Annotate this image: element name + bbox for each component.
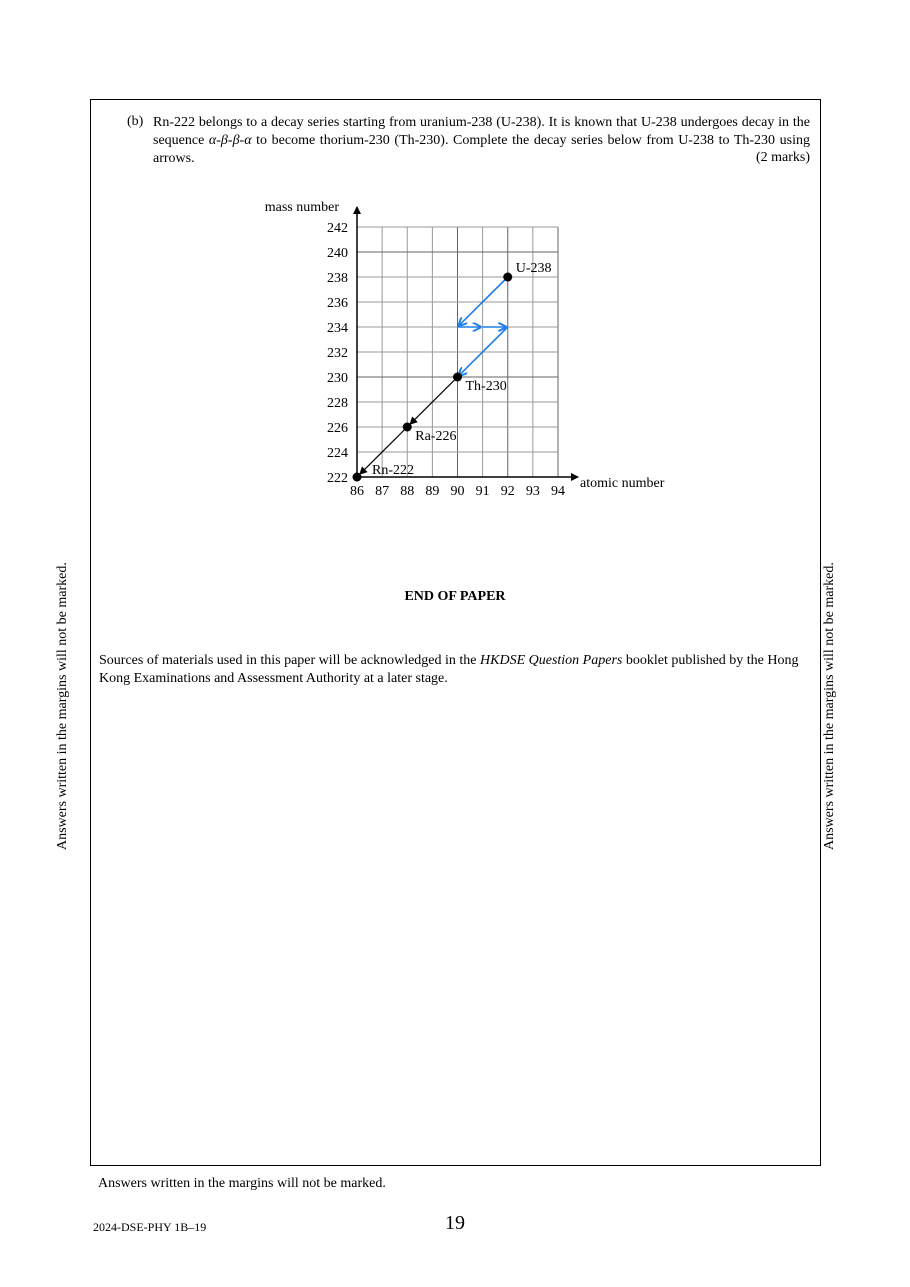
y-axis-label: mass number	[264, 200, 339, 215]
margin-note-left: Answers written in the margins will not be marked.	[55, 562, 70, 850]
sources-booklet-title: HKDSE Question Papers	[480, 653, 623, 668]
x-tick-label: 90	[450, 484, 465, 499]
margin-note-right: Answers written in the margins will not be marked.	[822, 562, 837, 850]
nuclide-label: Th-230	[465, 379, 507, 394]
decay-arrow-printed	[410, 377, 457, 424]
sources-after: booklet published by the Hong Kong Examinations and Assessment Authority at a later stage.	[99, 653, 799, 686]
question-label: (b)	[127, 114, 144, 129]
x-tick-label: 88	[400, 484, 415, 499]
nuclide-point	[453, 373, 462, 382]
decay-series-chart	[250, 195, 690, 505]
end-of-paper: END OF PAPER	[404, 589, 506, 604]
y-tick-label: 240	[327, 246, 348, 261]
y-tick-label: 234	[327, 321, 348, 336]
margin-note-bottom: Answers written in the margins will not be marked.	[98, 1176, 386, 1191]
y-tick-label: 228	[327, 396, 348, 411]
x-tick-label: 91	[475, 484, 490, 499]
question-text	[153, 114, 810, 168]
y-tick-label: 236	[327, 296, 348, 311]
y-tick-label: 242	[327, 221, 348, 236]
chart-axes	[357, 207, 578, 477]
question-text-before: Rn-222 belongs to a decay series starting from uranium-238 (U-238). It is known that U-238 undergoes decay in the sequence	[153, 115, 810, 148]
decay-sequence: α-β-β-α	[208, 133, 252, 148]
y-tick-label: 226	[327, 421, 348, 436]
nuclide-point	[503, 273, 512, 282]
x-tick-label: 92	[500, 484, 515, 499]
y-tick-label: 238	[327, 271, 348, 286]
x-tick-label: 86	[350, 484, 364, 499]
y-tick-label: 222	[327, 471, 348, 486]
y-tick-label: 232	[327, 346, 348, 361]
paper-code: 2024-DSE-PHY 1B–19	[93, 1220, 207, 1234]
question-text-after: to become thorium-230 (Th-230). Complete the decay series below from U-238 to Th-230 using arrows.	[153, 133, 810, 166]
y-tick-label: 230	[327, 371, 348, 386]
x-tick-label: 87	[375, 484, 390, 499]
y-tick-label: 224	[327, 446, 348, 461]
nuclide-label: Ra-226	[415, 429, 457, 444]
sources-note	[99, 652, 809, 688]
nuclide-label: Rn-222	[372, 463, 414, 478]
x-tick-label: 94	[551, 484, 565, 499]
sources-before: Sources of materials used in this paper will be acknowledged in the	[99, 653, 481, 668]
nuclide-point	[403, 423, 412, 432]
x-tick-label: 89	[425, 484, 440, 499]
x-axis-label: atomic number	[580, 476, 665, 491]
page-number: 19	[445, 1212, 465, 1234]
nuclide-point	[353, 473, 362, 482]
x-tick-label: 93	[525, 484, 540, 499]
question-marks: (2 marks)	[755, 150, 810, 165]
decay-arrow-answer	[459, 277, 508, 326]
decay-arrow-answer	[459, 327, 508, 376]
nuclide-label: U-238	[515, 261, 552, 276]
